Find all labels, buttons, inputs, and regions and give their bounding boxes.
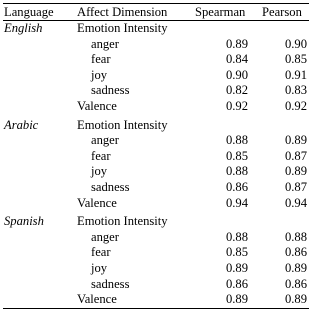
pearson-value: 0.91 <box>284 67 307 82</box>
table-row <box>3 133 309 149</box>
emotion-label: fear <box>91 52 111 67</box>
table-header-row <box>3 4 309 20</box>
table-row <box>3 68 309 84</box>
spearman-value: 0.88 <box>225 229 248 244</box>
table-row <box>3 37 309 53</box>
table-row <box>3 99 309 115</box>
spearman-value: 0.88 <box>225 133 248 148</box>
spearman-value: 0.94 <box>225 195 248 210</box>
pearson-value: 0.87 <box>284 179 307 194</box>
emotion-label: anger <box>91 133 119 148</box>
dimension-label: Valence <box>77 292 117 307</box>
dimension-label: Emotion Intensity <box>77 21 168 35</box>
pearson-value: 0.86 <box>284 276 307 291</box>
pearson-value: 0.89 <box>284 133 307 148</box>
spearman-value: 0.89 <box>225 292 248 307</box>
correlation-table <box>3 3 309 309</box>
dimension-label: Valence <box>77 98 117 113</box>
dimension-label: Emotion Intensity <box>77 117 168 132</box>
dimension-label: Valence <box>77 195 117 210</box>
pearson-value: 0.85 <box>284 52 307 67</box>
table-row <box>3 245 309 261</box>
table-body <box>3 21 309 308</box>
spearman-value: 0.89 <box>225 36 248 51</box>
spearman-value: 0.82 <box>225 83 248 98</box>
spearman-value: 0.89 <box>225 260 248 275</box>
table-row <box>3 83 309 99</box>
pearson-value: 0.88 <box>284 229 307 244</box>
spearman-value: 0.90 <box>225 67 248 82</box>
emotion-label: anger <box>91 36 119 51</box>
table-row <box>3 196 309 212</box>
table-row <box>3 164 309 180</box>
header-language: Language <box>4 5 54 19</box>
language-label: Spanish <box>4 214 44 229</box>
table-row <box>3 149 309 165</box>
table-row <box>3 261 309 277</box>
table-row <box>3 277 309 293</box>
pearson-value: 0.87 <box>284 148 307 163</box>
spearman-value: 0.88 <box>225 164 248 179</box>
emotion-label: fear <box>91 245 111 260</box>
header-affect-dimension: Affect Dimension <box>77 5 168 19</box>
language-label: English <box>4 21 43 35</box>
pearson-value: 0.83 <box>284 83 307 98</box>
emotion-label: joy <box>91 164 108 179</box>
table-row <box>3 52 309 68</box>
spearman-value: 0.84 <box>225 52 248 67</box>
header-pearson: Pearson <box>262 5 302 19</box>
pearson-value: 0.90 <box>284 36 307 51</box>
table-row <box>3 214 309 230</box>
pearson-value: 0.94 <box>284 195 307 210</box>
emotion-label: sadness <box>91 83 130 98</box>
table-row <box>3 292 309 308</box>
table-row <box>3 21 309 37</box>
emotion-label: sadness <box>91 179 130 194</box>
pearson-value: 0.89 <box>284 292 307 307</box>
pearson-value: 0.86 <box>284 245 307 260</box>
spearman-value: 0.85 <box>225 245 248 260</box>
spearman-value: 0.86 <box>225 276 248 291</box>
language-label: Arabic <box>4 117 39 132</box>
emotion-label: joy <box>91 260 108 275</box>
spearman-value: 0.92 <box>225 98 248 113</box>
table-row <box>3 180 309 196</box>
emotion-label: anger <box>91 229 119 244</box>
pearson-value: 0.89 <box>284 164 307 179</box>
dimension-label: Emotion Intensity <box>77 214 168 229</box>
spearman-value: 0.86 <box>225 179 248 194</box>
spearman-value: 0.85 <box>225 148 248 163</box>
emotion-label: fear <box>91 148 111 163</box>
pearson-value: 0.92 <box>284 98 307 113</box>
table-row <box>3 118 309 134</box>
emotion-label: joy <box>91 67 108 82</box>
pearson-value: 0.89 <box>284 260 307 275</box>
header-spearman: Spearman <box>195 5 246 19</box>
emotion-label: sadness <box>91 276 130 291</box>
table-row <box>3 230 309 246</box>
